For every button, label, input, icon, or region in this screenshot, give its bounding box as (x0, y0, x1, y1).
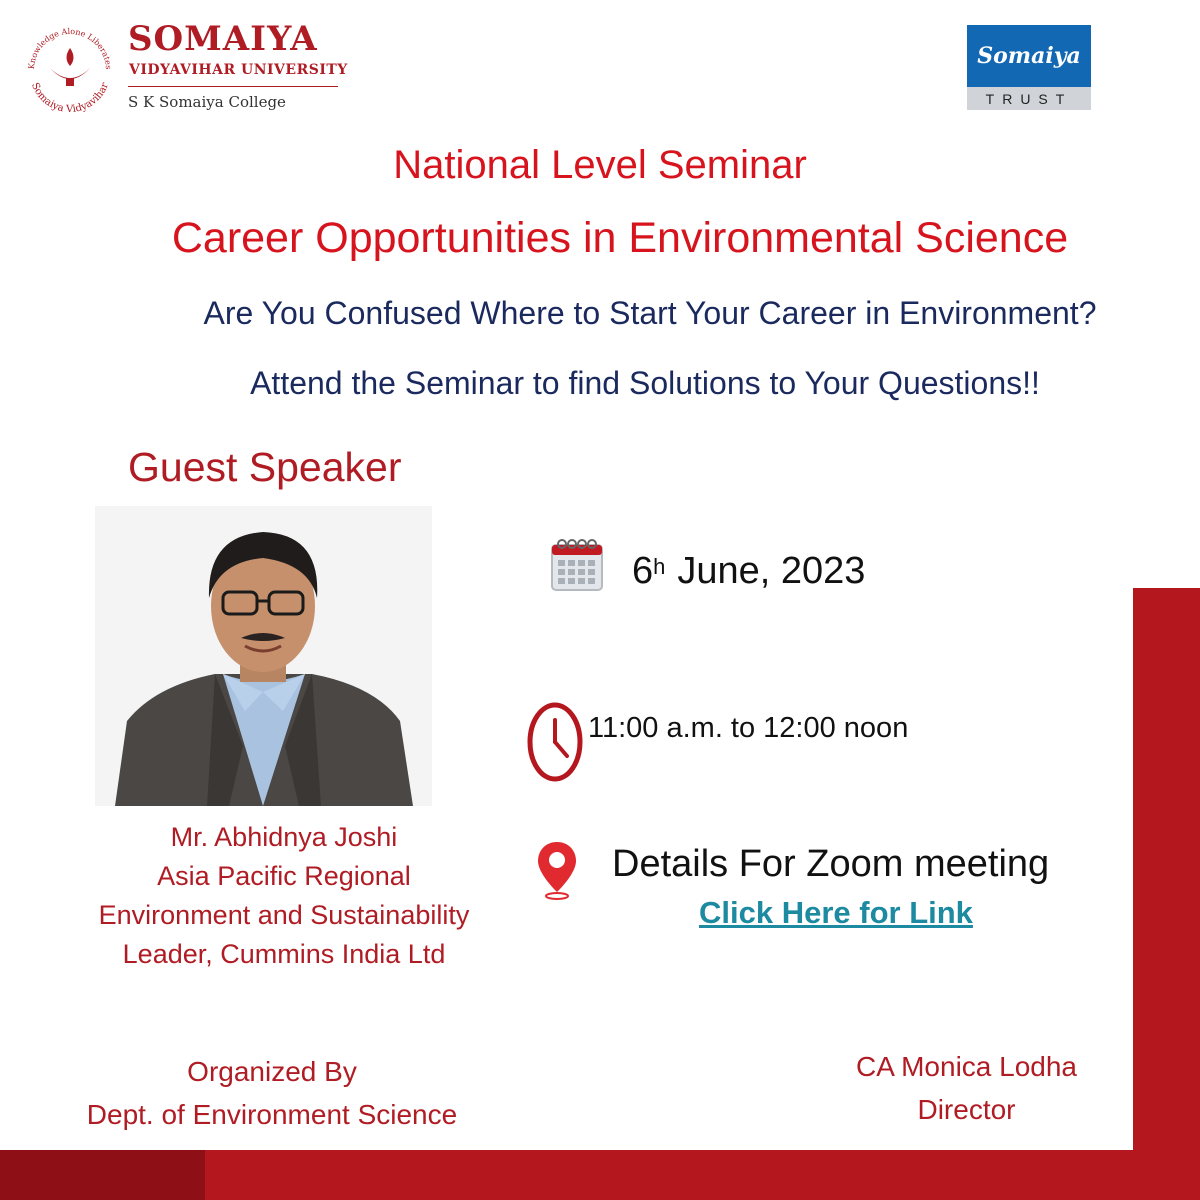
logo-divider (128, 86, 338, 87)
speaker-name: Mr. Abhidnya Joshi (170, 822, 398, 852)
seal-motto-text: Knowledge Alone Liberates (26, 26, 114, 70)
location-pin-icon (534, 838, 580, 904)
guest-speaker-heading: Guest Speaker (128, 444, 402, 490)
speaker-role-line-3: Leader, Cummins India Ltd (122, 939, 446, 969)
director-title: Director (917, 1094, 1016, 1125)
director-block (800, 1045, 1133, 1131)
decorative-red-frame-right (1133, 588, 1200, 1200)
event-month-year: June, 2023 (677, 550, 866, 592)
organizer-label: Organized By (187, 1056, 357, 1087)
university-subtitle: VIDYAVIHAR UNIVERSITY (129, 62, 348, 78)
somaiya-trust-logo (967, 25, 1091, 110)
trust-logo-wordmark: Somaiya (967, 25, 1091, 87)
speaker-role-line-2: Environment and Sustainability (98, 900, 470, 930)
speaker-photo (95, 506, 432, 806)
svg-text:Somaiya Vidyavihar (29, 81, 111, 115)
event-date (632, 546, 865, 596)
college-name: S K Somaiya College (128, 93, 286, 111)
seminar-title: National Level Seminar (393, 143, 807, 187)
trust-logo-label: TRUST (967, 87, 1091, 110)
calendar-icon (549, 537, 605, 593)
seminar-topic: Career Opportunities in Environmental Science (171, 214, 1069, 262)
zoom-link[interactable]: Click Here for Link (699, 895, 973, 930)
organizer-block (30, 1050, 514, 1136)
university-seal-logo (20, 18, 120, 118)
tagline-question: Are You Confused Where to Start Your Career in Environment? (203, 295, 1097, 331)
tagline-invitation: Attend the Seminar to find Solutions to Your Questions!! (250, 365, 1040, 401)
university-name: SOMAIYA (128, 19, 318, 59)
organizer-department: Dept. of Environment Science (86, 1099, 458, 1130)
decorative-dark-red-block (0, 1150, 205, 1200)
event-time: 11:00 a.m. to 12:00 noon (588, 712, 909, 744)
speaker-details (30, 818, 538, 974)
speaker-role-line-1: Asia Pacific Regional (157, 861, 411, 891)
event-day: 6 (632, 550, 654, 592)
event-day-suffix: h (653, 554, 666, 579)
director-name: CA Monica Lodha (855, 1051, 1078, 1082)
zoom-meeting-heading: Details For Zoom meeting (612, 843, 1050, 885)
seal-name-text: Somaiya Vidyavihar (28, 81, 111, 116)
clock-icon (526, 700, 584, 784)
